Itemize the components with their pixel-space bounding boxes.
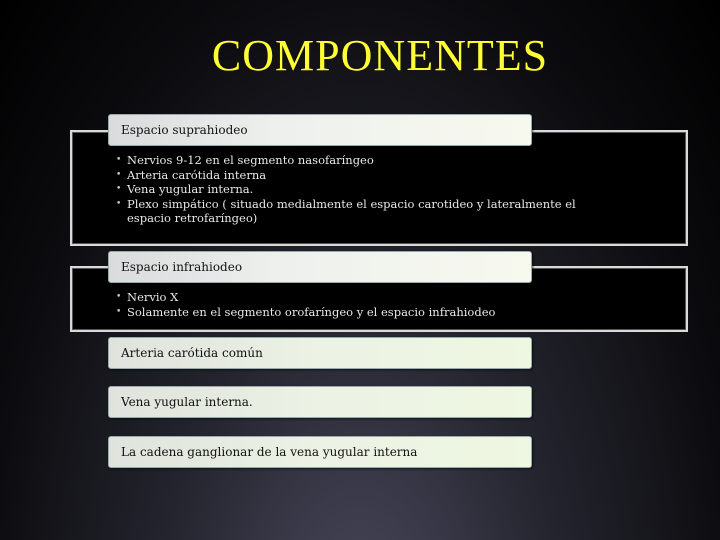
list-item: • Nervios 9-12 en el segmento nasofaríngeo xyxy=(116,153,606,168)
list-item: • Plexo simpático ( situado medialmente el espacio carotideo y lateralmente el espacio retrofaríngeo) xyxy=(116,197,606,226)
section-header-arteria-carotida-comun: Arteria carótida común xyxy=(108,337,532,369)
section-header-infrahiodeo: Espacio infrahiodeo xyxy=(108,251,532,283)
list-item: • Arteria carótida interna xyxy=(116,168,606,183)
list-item: • Nervio X xyxy=(116,290,656,305)
section-header-vena-yugular-interna: Vena yugular interna. xyxy=(108,386,532,418)
list-item: • Solamente en el segmento orofaríngeo y el espacio infrahiodeo xyxy=(116,305,656,320)
slide-title: COMPONENTES xyxy=(211,31,549,80)
infrahiodeo-list xyxy=(116,290,656,319)
suprahiodeo-list xyxy=(116,153,606,226)
list-item: • Vena yugular interna. xyxy=(116,182,606,197)
section-header-suprahiodeo: Espacio suprahiodeo xyxy=(108,114,532,146)
section-header-cadena-ganglionar: La cadena ganglionar de la vena yugular interna xyxy=(108,436,532,468)
